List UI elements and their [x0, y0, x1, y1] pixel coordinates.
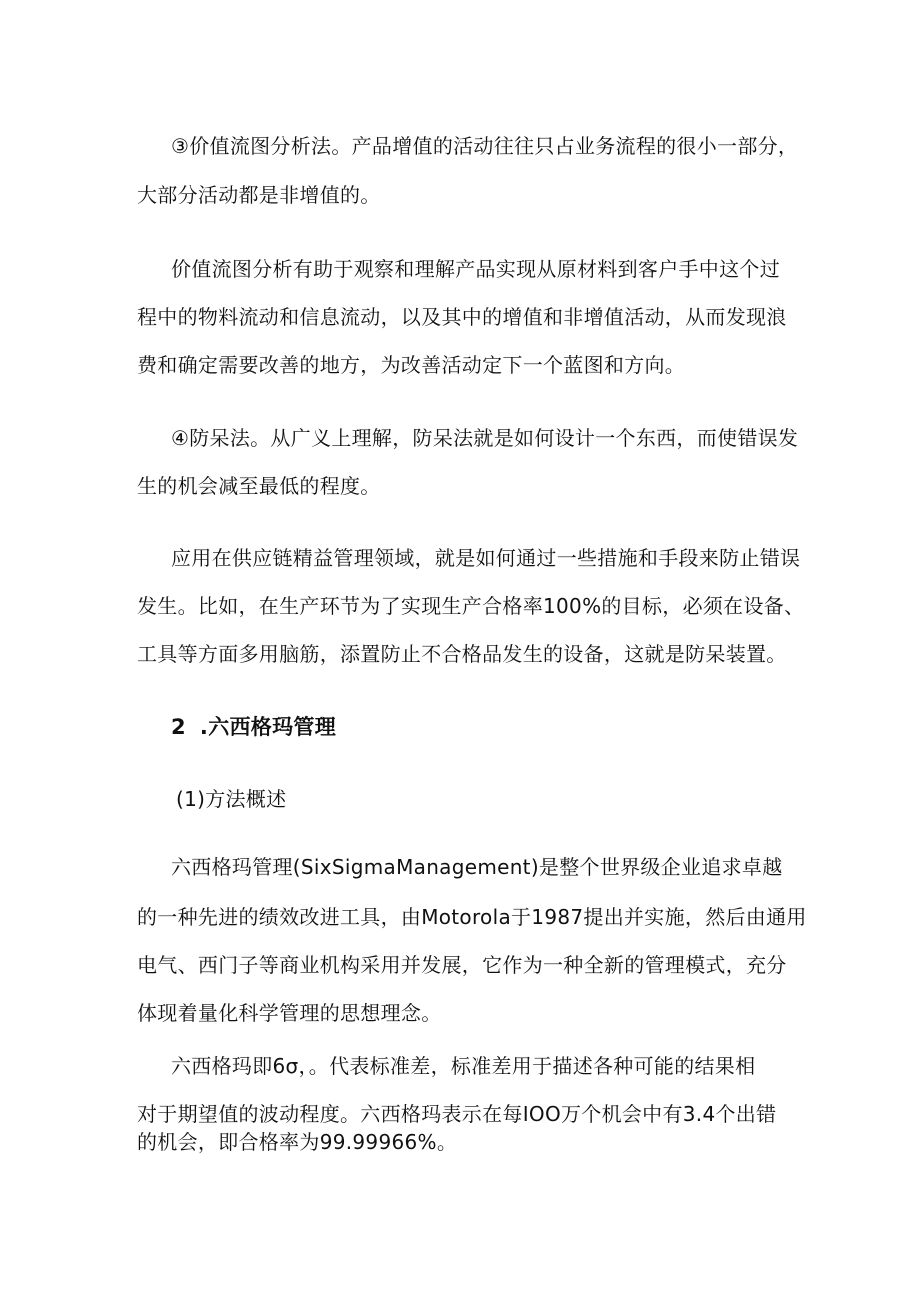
section-heading-number: 2 — [171, 715, 186, 739]
paragraph-poka-yoke-line-2: 生的机会减至最低的程度。 — [137, 474, 381, 498]
paragraph-six-sigma-def-line-2: 对于期望值的波动程度。六西格玛表示在每IOO万个机会中有3.4个出错 — [137, 1102, 777, 1126]
paragraph-supply-chain-line-3: 工具等方面多用脑筋，添置防止不合格品发生的设备，这就是防呆装置。 — [137, 642, 787, 666]
paragraph-supply-chain-line-2: 发生。比如，在生产环节为了实现生产合格率100%的目标，必须在设备、 — [137, 594, 805, 618]
subheading-method-overview: (1)方法概述 — [176, 787, 287, 811]
paragraph-value-stream-line-1: ③价值流图分析法。产品增值的活动往往只占业务流程的很小一部分， — [171, 134, 799, 158]
section-heading — [171, 713, 336, 741]
paragraph-value-stream-analysis-line-3: 费和确定需要改善的地方，为改善活动定下一个蓝图和方向。 — [137, 353, 686, 377]
paragraph-value-stream-line-2: 大部分活动都是非增值的。 — [137, 183, 381, 207]
paragraph-six-sigma-def-line-3: 的机会，即合格率为99.99966%。 — [137, 1130, 458, 1154]
paragraph-six-sigma-line-3: 电气、西门子等商业机构采用并发展，它作为一种全新的管理模式，充分 — [137, 953, 787, 977]
paragraph-value-stream-analysis-line-2: 程中的物料流动和信息流动，以及其中的增值和非增值活动，从而发现浪 — [137, 305, 787, 329]
paragraph-six-sigma-def-line-1: 六西格玛即6σ，。代表标准差，标准差用于描述各种可能的结果相 — [171, 1054, 756, 1078]
paragraph-value-stream-analysis-line-1: 价值流图分析有助于观察和理解产品实现从原材料到客户手中这个过 — [171, 257, 780, 281]
paragraph-six-sigma-line-2: 的一种先进的绩效改进工具，由Motorola于1987提出并实施，然后由通用 — [137, 905, 807, 929]
paragraph-supply-chain-line-1: 应用在供应链精益管理领域，就是如何通过一些措施和手段来防止错误 — [171, 546, 801, 570]
paragraph-poka-yoke-line-1: ④防呆法。从广义上理解，防呆法就是如何设计一个东西，而使错误发 — [171, 426, 799, 450]
section-heading-title: .六西格玛管理 — [199, 715, 336, 739]
paragraph-six-sigma-line-1: 六西格玛管理(SixSigmaManagement)是整个世界级企业追求卓越 — [171, 855, 783, 879]
paragraph-six-sigma-line-4: 体现着量化科学管理的思想理念。 — [137, 1001, 442, 1025]
